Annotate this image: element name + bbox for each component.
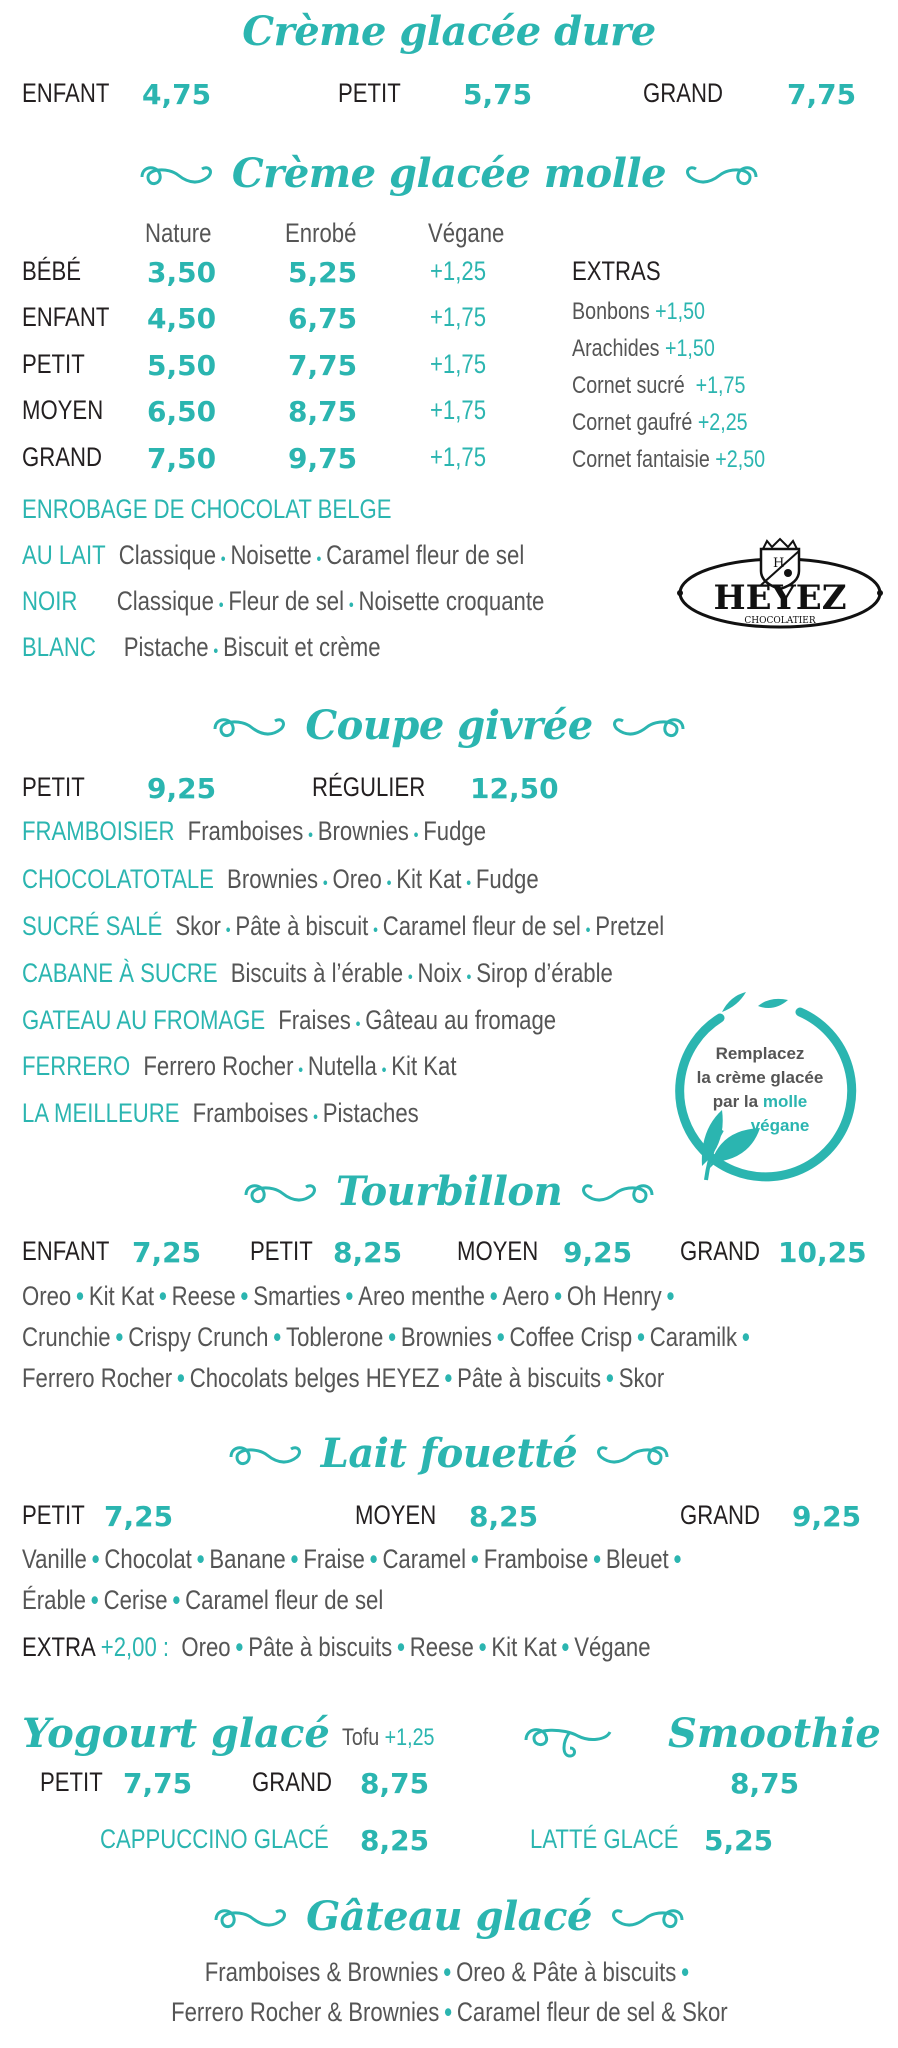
price-nature: 7,50 (147, 442, 217, 475)
coupe-name: SUCRÉ SALÉ (22, 911, 163, 941)
flavor: Pretzel (595, 911, 665, 941)
flavor: Brownies (317, 816, 409, 846)
extra-item: Bonbons +1,50 (572, 298, 705, 325)
coupe-item: GATEAU AU FROMAGE Fraises • Gâteau au fromage (22, 1005, 557, 1035)
cafe-label: CAPPUCCINO GLACÉ (100, 1824, 329, 1854)
section-title-smoothie: Smoothie (668, 1710, 881, 1757)
section-title-text: Crème glacée molle (231, 150, 667, 197)
flavor: Pistaches (322, 1098, 419, 1128)
flavor: Fraises (278, 1005, 351, 1035)
section-title-text: Coupe givrée (305, 702, 593, 749)
coupe-item: FRAMBOISIER Framboises • Brownies • Fudge (22, 816, 487, 846)
flavor: Caramel fleur de sel (326, 540, 525, 570)
price: 8,75 (360, 1767, 430, 1800)
flavor: Pistache (123, 632, 209, 662)
price: 9,25 (792, 1500, 862, 1533)
section-title-soft-ice-cream (0, 150, 898, 201)
price-nature: 5,50 (147, 349, 217, 382)
coating-title: ENROBAGE DE CHOCOLAT BELGE (22, 494, 392, 524)
tofu-option: Tofu +1,25 (342, 1724, 435, 1751)
swirl-ornament-icon (576, 1172, 656, 1219)
price: 8,25 (360, 1824, 430, 1857)
size-label: GRAND (680, 1236, 760, 1266)
coupe-item: CHOCOLATOTALE Brownies • Oreo • Kit Kat • Fudge (22, 864, 539, 894)
section-title-tourbillon (0, 1168, 898, 1219)
coupe-name: FERRERO (22, 1051, 131, 1081)
svg-text:HEYEZ: HEYEZ (713, 578, 847, 618)
swirl-ornament-icon (138, 154, 218, 201)
vegan-badge-text: Remplacez la crème glacée par la molle végane (696, 1044, 824, 1135)
price: 5,75 (463, 78, 533, 111)
size-label: MOYEN (22, 395, 104, 425)
coupe-item: LA MEILLEURE Framboises • Pistaches (22, 1098, 419, 1128)
column-header-enrobe: Enrobé (285, 218, 357, 248)
price-nature: 4,50 (147, 302, 217, 335)
price: 7,75 (787, 78, 857, 111)
swirl-ornament-icon (211, 706, 291, 753)
swirl-ornament-icon (591, 1434, 671, 1481)
flavor: Oreo (332, 864, 382, 894)
section-title-text: Tourbillon (335, 1168, 563, 1215)
tourbillon-flavors-line: Oreo • Kit Kat • Reese • Smarties • Areo menthe • Aero • Oh Henry • (22, 1281, 675, 1311)
coupe-name: GATEAU AU FROMAGE (22, 1005, 266, 1035)
flavor: Caramel fleur de sel (382, 911, 581, 941)
swirl-ornament-icon (518, 1718, 618, 1767)
section-title-milkshake (0, 1430, 898, 1481)
flavor: Framboises (192, 1098, 309, 1128)
tourbillon-flavors-line: Crunchie • Crispy Crunch • Toblerone • Brownies • Coffee Crisp • Caramilk • (22, 1322, 750, 1352)
flavor: Gâteau au fromage (365, 1005, 557, 1035)
price: 8,25 (333, 1236, 403, 1269)
size-label: PETIT (338, 78, 401, 108)
flavor: Sirop d’érable (476, 958, 613, 988)
section-title-coupe-givree (0, 702, 898, 753)
flavor: Fudge (475, 864, 539, 894)
size-label: PETIT (250, 1236, 313, 1266)
coupe-item: CABANE À SUCRE Biscuits à l’érable • Noix • Sirop d’érable (22, 958, 613, 988)
size-label: MOYEN (457, 1236, 539, 1266)
extra-item: Cornet fantaisie +2,50 (572, 446, 766, 473)
coupe-name: CHOCOLATOTALE (22, 864, 214, 894)
price-nature: 6,50 (147, 395, 217, 428)
price-vegane: +1,75 (430, 349, 487, 379)
flavor: Kit Kat (391, 1051, 457, 1081)
price-enrobe: 8,75 (288, 395, 358, 428)
flavor: Ferrero Rocher (143, 1051, 294, 1081)
size-label: PETIT (40, 1767, 103, 1797)
price-enrobe: 5,25 (288, 256, 358, 289)
size-label: PETIT (22, 1500, 85, 1530)
column-header-nature: Nature (145, 218, 212, 248)
column-header-vegane: Végane (428, 218, 505, 248)
coating-row: NOIR Classique • Fleur de sel • Noisette croquante (22, 586, 545, 616)
extra-item: Cornet gaufré +2,25 (572, 409, 748, 436)
extras-title: EXTRAS (572, 256, 661, 286)
cake-flavors-line: Ferrero Rocher & Brownies • Caramel fleur de sel & Skor (170, 1997, 728, 2027)
size-label: GRAND (643, 78, 723, 108)
flavor: Fleur de sel (228, 586, 345, 616)
coating-type: NOIR (22, 586, 78, 616)
section-title-frozen-yogurt: Yogourt glacé (22, 1710, 330, 1757)
price-vegane: +1,25 (430, 256, 487, 286)
size-label: BÉBÉ (22, 256, 82, 286)
price: 4,75 (142, 78, 212, 111)
svg-text:H: H (773, 556, 785, 571)
price: 10,25 (778, 1236, 867, 1269)
extra-item: Arachides +1,50 (572, 335, 715, 362)
vegan-badge (660, 990, 860, 1190)
size-label: ENFANT (22, 302, 110, 332)
cake-flavors-line: Framboises & Brownies • Oreo & Pâte à biscuits • (204, 1957, 689, 1987)
flavor: Framboises (187, 816, 304, 846)
price-enrobe: 9,75 (288, 442, 358, 475)
price-vegane: +1,75 (430, 442, 487, 472)
flavor: Nutella (307, 1051, 377, 1081)
price: 7,25 (104, 1500, 174, 1533)
price-enrobe: 6,75 (288, 302, 358, 335)
flavor: Skor (175, 911, 221, 941)
price-vegane: +1,75 (430, 395, 487, 425)
size-label: GRAND (680, 1500, 760, 1530)
flavor: Kit Kat (396, 864, 462, 894)
price: 7,75 (123, 1767, 193, 1800)
price: 12,50 (470, 772, 559, 805)
swirl-ornament-icon (227, 1434, 307, 1481)
swirl-ornament-icon (607, 706, 687, 753)
swirl-ornament-icon (212, 1897, 292, 1944)
milkshake-extras-line: EXTRA +2,00 : Oreo • Pâte à biscuits • Reese • Kit Kat • Végane (22, 1632, 651, 1662)
coating-type: AU LAIT (22, 540, 106, 570)
size-label: GRAND (22, 442, 102, 472)
coupe-name: CABANE À SUCRE (22, 958, 218, 988)
smoothie-price: 8,75 (730, 1767, 800, 1800)
price: 8,25 (469, 1500, 539, 1533)
flavor: Pâte à biscuit (235, 911, 369, 941)
coating-type: BLANC (22, 632, 96, 662)
flavor: Brownies (227, 864, 319, 894)
price: 7,25 (132, 1236, 202, 1269)
swirl-ornament-icon (606, 1897, 686, 1944)
flavor: Noisette croquante (358, 586, 545, 616)
section-title-ice-cream-cake (0, 1893, 898, 1944)
flavor: Noisette (230, 540, 312, 570)
price-nature: 3,50 (147, 256, 217, 289)
price: 5,25 (704, 1824, 774, 1857)
flavor: Noix (417, 958, 462, 988)
coupe-item: FERRERO Ferrero Rocher • Nutella • Kit Kat (22, 1051, 457, 1081)
price: 9,25 (147, 772, 217, 805)
svg-text:CHOCOLATIER: CHOCOLATIER (744, 616, 816, 626)
size-label: PETIT (22, 772, 85, 802)
flavor: Biscuit et crème (223, 632, 381, 662)
flavor: Classique (118, 540, 217, 570)
price-vegane: +1,75 (430, 302, 487, 332)
milkshake-flavors-line: Érable • Cerise • Caramel fleur de sel (22, 1585, 384, 1615)
section-title-text: Crème glacée dure (242, 8, 656, 55)
tourbillon-flavors-line: Ferrero Rocher • Chocolats belges HEYEZ • Pâte à biscuits • Skor (22, 1363, 665, 1393)
milkshake-flavors-line: Vanille • Chocolat • Banane • Fraise • Caramel • Framboise • Bleuet • (22, 1544, 682, 1574)
coupe-name: FRAMBOISIER (22, 816, 175, 846)
coupe-name: LA MEILLEURE (22, 1098, 180, 1128)
coating-row: AU LAIT Classique • Noisette • Caramel fleur de sel (22, 540, 525, 570)
flavor: Biscuits à l’érable (230, 958, 404, 988)
section-title-text: Gâteau glacé (306, 1893, 592, 1940)
size-label: RÉGULIER (312, 772, 426, 802)
size-label: ENFANT (22, 1236, 110, 1266)
coupe-item: SUCRÉ SALÉ Skor • Pâte à biscuit • Caramel fleur de sel • Pretzel (22, 911, 665, 941)
swirl-ornament-icon (242, 1172, 322, 1219)
price-enrobe: 7,75 (288, 349, 358, 382)
size-label: PETIT (22, 349, 85, 379)
swirl-ornament-icon (680, 154, 760, 201)
flavor: Classique (116, 586, 214, 616)
flavor: Fudge (423, 816, 487, 846)
size-label: GRAND (252, 1767, 332, 1797)
heyez-chocolatier-logo (675, 535, 885, 635)
cafe-label: LATTÉ GLACÉ (530, 1824, 679, 1854)
section-title-text: Lait fouetté (320, 1430, 578, 1477)
section-title-hard-ice-cream (0, 8, 898, 55)
coating-row: BLANC Pistache • Biscuit et crème (22, 632, 381, 662)
size-label: MOYEN (355, 1500, 437, 1530)
extra-item: Cornet sucré +1,75 (572, 372, 746, 399)
size-label: ENFANT (22, 78, 110, 108)
price: 9,25 (563, 1236, 633, 1269)
